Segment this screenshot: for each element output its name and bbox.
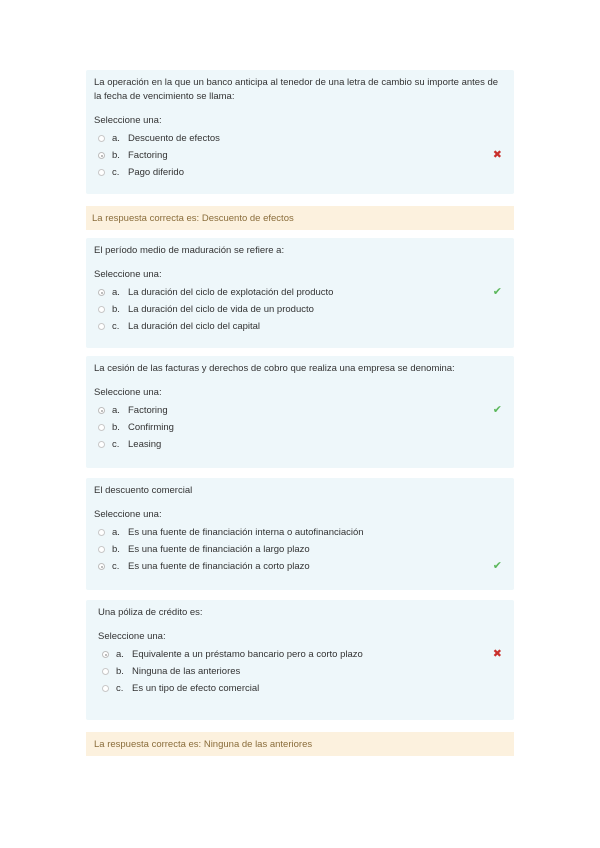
option-letter: b. [112,304,120,315]
option-letter: c. [112,439,120,450]
option-label: Es un tipo de efecto comercial [132,683,260,694]
option-label: La duración del ciclo del capital [128,321,261,332]
option-label: Equivalente a un préstamo bancario pero a corto plazo [132,649,363,660]
question-text: El período medio de maduración se refiere a: [94,245,285,256]
select-label: Seleccione una: [94,387,162,398]
option-letter: b. [112,422,120,433]
option-label: Es una fuente de financiación a largo plazo [128,544,310,555]
select-label: Seleccione una: [94,509,162,520]
option-label: Descuento de efectos [128,133,220,144]
option-b[interactable] [94,147,506,164]
option-label: La duración del ciclo de vida de un producto [128,304,314,315]
option-label: La duración del ciclo de explotación del producto [128,287,334,298]
radio-button[interactable] [98,306,105,313]
question-text: Una póliza de crédito es: [98,607,203,618]
option-letter: c. [112,561,120,572]
option-letter: a. [112,405,120,416]
incorrect-icon: ✖ [492,648,502,660]
correct-icon: ✔ [492,286,502,298]
option-letter: a. [116,649,124,660]
radio-button[interactable] [98,323,105,330]
incorrect-icon: ✖ [492,149,502,161]
option-letter: c. [112,321,120,332]
option-c[interactable] [94,164,506,181]
option-c[interactable] [94,558,506,575]
radio-button[interactable] [98,441,105,448]
select-label: Seleccione una: [98,631,166,642]
radio-button[interactable] [98,546,105,553]
option-letter: a. [112,527,120,538]
option-c[interactable] [94,318,506,335]
question-text: La operación en la que un banco anticipa al tenedor de una letra de cambio su importe antes de la fecha de vencimiento se llama: [94,77,499,102]
option-label: Leasing [128,439,162,450]
option-letter: b. [116,666,124,677]
question-text: El descuento comercial [94,485,193,496]
question-1 [86,70,514,194]
radio-button[interactable] [98,169,105,176]
radio-button-selected[interactable] [98,563,105,570]
option-b[interactable] [94,301,506,318]
correct-icon: ✔ [492,404,502,416]
option-letter: c. [112,167,120,178]
radio-button-selected[interactable] [98,407,105,414]
option-letter: b. [112,544,120,555]
option-a[interactable] [94,284,506,301]
option-b[interactable] [98,663,506,680]
option-a[interactable] [94,524,506,541]
option-letter: c. [116,683,124,694]
select-label: Seleccione una: [94,269,162,280]
option-b[interactable] [94,541,506,558]
option-c[interactable] [98,680,506,697]
radio-button-selected[interactable] [102,651,109,658]
radio-button[interactable] [98,135,105,142]
option-a[interactable] [94,402,506,419]
question-5 [86,600,514,720]
option-label: Confirming [128,422,174,433]
option-a[interactable] [94,130,506,147]
radio-button[interactable] [102,685,109,692]
option-c[interactable] [94,436,506,453]
question-2 [86,238,514,348]
option-label: Pago diferido [128,167,184,178]
radio-button-selected[interactable] [98,289,105,296]
radio-button[interactable] [102,668,109,675]
radio-button-selected[interactable] [98,152,105,159]
correct-icon: ✔ [492,560,502,572]
feedback-correct-answer: La respuesta correcta es: Descuento de efectos [86,206,514,230]
option-b[interactable] [94,419,506,436]
option-letter: a. [112,133,120,144]
option-label: Es una fuente de financiación a corto plazo [128,561,310,572]
question-text: La cesión de las facturas y derechos de cobro que realiza una empresa se denomina: [94,363,455,374]
option-label: Factoring [128,405,168,416]
question-3 [86,356,514,468]
option-letter: a. [112,287,120,298]
option-label: Ninguna de las anteriores [132,666,241,677]
radio-button[interactable] [98,424,105,431]
option-label: Factoring [128,150,168,161]
radio-button[interactable] [98,529,105,536]
feedback-correct-answer: La respuesta correcta es: Ninguna de las anteriores [86,732,514,756]
option-a[interactable] [98,646,506,663]
option-label: Es una fuente de financiación interna o autofinanciación [128,527,364,538]
question-4 [86,478,514,590]
option-letter: b. [112,150,120,161]
select-label: Seleccione una: [94,115,162,126]
